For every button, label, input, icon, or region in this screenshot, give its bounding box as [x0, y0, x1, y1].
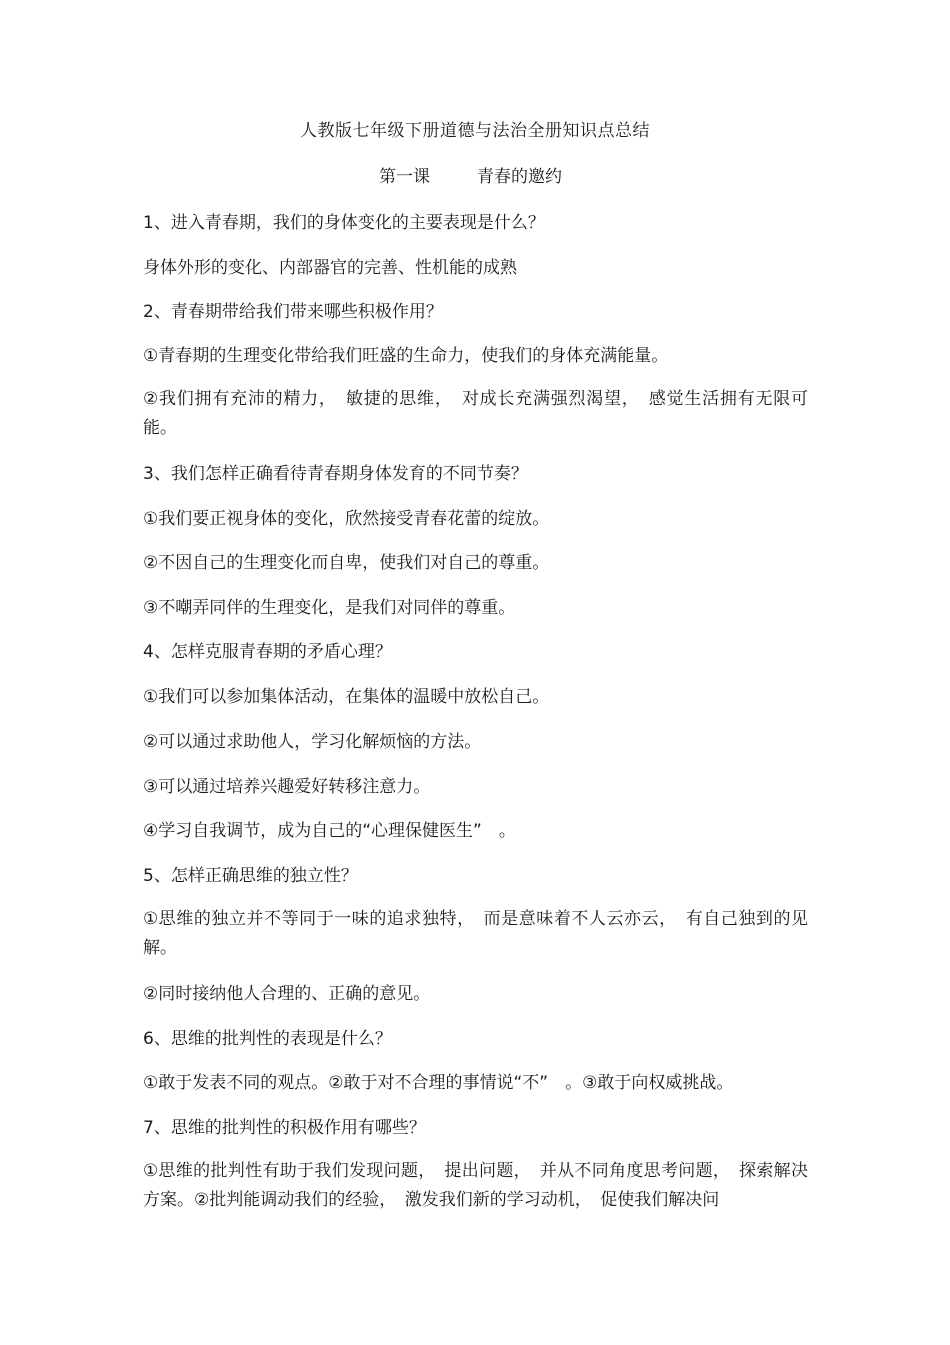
answer-line: ③不嘲弄同伴的生理变化，是我们对同伴的尊重。	[143, 598, 516, 618]
answer-line: ①思维的独立并不等同于一味的追求独特， 而是意味着不人云亦云， 有自己独到的见解。	[143, 909, 808, 958]
question-2: 2、青春期带给我们带来哪些积极作用？	[143, 302, 443, 322]
answer-line: ①思维的批判性有助于我们发现问题， 提出问题， 并从不同角度思考问题， 探索解决方案。②批判能调动我们的经验， 激发我们新的学习动机， 促使我们解决问	[143, 1161, 808, 1210]
answer-line: ①我们要正视身体的变化，欣然接受青春花蕾的绽放。	[143, 509, 550, 529]
question-6: 6、思维的批判性的表现是什么？	[143, 1029, 392, 1049]
question-1: 1、进入青春期，我们的身体变化的主要表现是什么？	[143, 213, 545, 233]
answer-line: ③可以通过培养兴趣爱好转移注意力。	[143, 777, 431, 797]
question-5: 5、怎样正确思维的独立性？	[143, 866, 358, 886]
lesson-name: 青春的邀约	[477, 167, 562, 187]
question-7: 7、思维的批判性的积极作用有哪些？	[143, 1118, 426, 1138]
lesson-number: 第一课	[379, 167, 430, 187]
answer-line: ④学习自我调节，成为自己的“心理保健医生” 。	[143, 821, 516, 841]
answer-line: 身体外形的变化、内部器官的完善、性机能的成熟	[143, 258, 517, 278]
question-3: 3、我们怎样正确看待青春期身体发育的不同节奏？	[143, 464, 528, 484]
answer-line: ①青春期的生理变化带给我们旺盛的生命力，使我们的身体充满能量。	[143, 346, 669, 366]
answer-line: ②同时接纳他人合理的、正确的意见。	[143, 984, 431, 1004]
answer-line: ②我们拥有充沛的精力， 敏捷的思维， 对成长充满强烈渴望， 感觉生活拥有无限可能。	[143, 389, 808, 438]
answer-line: ②可以通过求助他人，学习化解烦恼的方法。	[143, 732, 482, 752]
answer-line: ①我们可以参加集体活动，在集体的温暖中放松自己。	[143, 687, 550, 707]
question-4: 4、怎样克服青春期的矛盾心理？	[143, 642, 392, 662]
document-title: 人教版七年级下册道德与法治全册知识点总结	[300, 121, 650, 141]
answer-line: ①敢于发表不同的观点。②敢于对不合理的事情说“不” 。③敢于向权威挑战。	[143, 1073, 734, 1093]
answer-line: ②不因自己的生理变化而自卑，使我们对自己的尊重。	[143, 553, 550, 573]
